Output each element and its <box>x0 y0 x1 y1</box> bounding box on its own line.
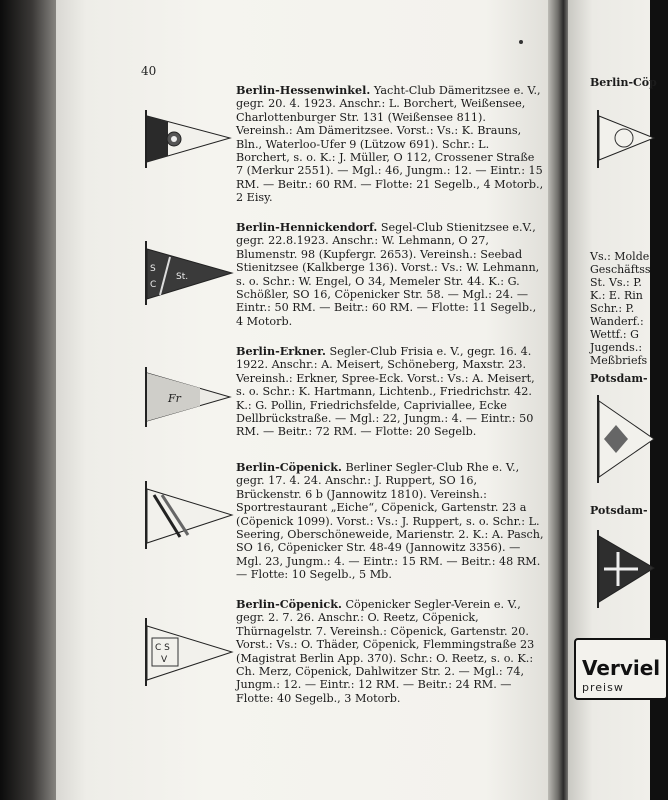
page-number: 40 <box>141 64 157 78</box>
entry-text: Berliner Segler-Club Rhe e. V., gegr. 17. 4. 24. Anschr.: J. Ruppert, SO 16, Brückenstr. 6 b (Jannowitz 1810). Vereinsh.: Sportrestaurant „Eiche“, Cöpenick, Gartenstr. 23 a (Cöpenick 1099). Vorst.: Vs.: J. Ruppert, s. o. Schr.: L. Seering, Oberschöneweide, Marienstr. 2. K.: A. Pasch, SO 16, Cöpenicker Str. 48-49 (Jannowitz 3356). — Mgl. 23, Jungm.: 4. — Eintr.: 15 RM. — Beitr.: 48 RM. — Flotte: 10 Segelb., 5 Mb. <box>236 461 544 582</box>
book-gutter <box>548 0 570 800</box>
pennant-flag-icon <box>140 618 236 688</box>
banner-headline: Verviel <box>582 656 661 680</box>
right-line: K.: E. Rin <box>590 289 643 302</box>
right-heading: Potsdam- <box>590 372 648 385</box>
pennant-flag-icon <box>140 481 236 551</box>
entry-text: Cöpenicker Segler-Verein e. V., gegr. 2. 7. 26. Anschr.: O. Reetz, Cöpenick, Thürnagelstr. 7. Vereinsh.: Cöpenick, Gartenstr. 20. Vorst.: Vs.: O. Thäder, Cöpenick, Flemmingstraße 23 (Magistrat Berlin App. 370). Schr.: O. Reetz, s. o. K.: Ch. Merz, Cöpenick, Dahlwitzer Str. 2. — Mgl.: 74, Jungm.: 12. — Eintr.: 12 RM. — Beitr.: 24 RM. — Flotte: 40 Segelb., 3 Motorb. <box>236 598 535 705</box>
entry-text: Yacht-Club Dämeritzsee e. V., gegr. 20. 4. 1923. Anschr.: L. Borchert, Weißensee, Charlottenburger Str. 131 (Weißensee 811). Vereinsh.: Am Dämeritzsee. Vorst.: Vs.: K. Brauns, Bln., Waterloo-Ufer 9 (Lützow 691). Schr.: L. Borchert, s. o. K.: J. Müller, O 112, Crossener Straße 7 (Merkur 2551). — Mgl.: 46, Jungm.: 12. — Eintr.: 15 RM. — Beitr.: 60 RM. — Flotte: 21 Segelb., 4 Motorb., 2 Eisy. <box>236 84 544 205</box>
banner-subline: preisw <box>582 681 624 694</box>
club-entry <box>140 461 544 582</box>
svg-text:V: V <box>161 655 168 665</box>
pennant-flag-icon <box>594 530 654 610</box>
entry-location: Berlin-Hennickendorf. <box>236 220 378 234</box>
right-line: Wettf.: G <box>590 328 639 341</box>
advertisement-banner <box>574 638 668 700</box>
club-entry <box>140 221 544 328</box>
pennant-flag-icon <box>140 367 236 429</box>
book-binding <box>0 0 58 800</box>
right-line: Jugends.: <box>590 341 643 354</box>
svg-text:C S: C S <box>155 643 170 653</box>
flag-label: S <box>150 264 156 274</box>
right-line: Geschäftss <box>590 263 651 276</box>
pennant-flag-icon <box>140 241 236 307</box>
pennant-flag-icon <box>594 110 654 170</box>
club-entry <box>140 345 544 439</box>
right-line: Wanderf.: <box>590 315 644 328</box>
right-line: Meßbriefs <box>590 354 648 367</box>
right-line: St. Vs.: P. <box>590 276 642 289</box>
right-page <box>568 0 661 800</box>
club-entry <box>140 84 544 205</box>
entry-location: Berlin-Cöpenick. <box>236 597 342 611</box>
club-entry <box>140 598 544 705</box>
svg-text:St.: St. <box>176 272 189 282</box>
svg-text:Fr: Fr <box>168 392 181 405</box>
pennant-flag-icon <box>140 110 236 170</box>
entry-location: Berlin-Erkner. <box>236 344 326 358</box>
pennant-flag-icon <box>594 395 654 485</box>
right-line: Vs.: Molde <box>590 250 650 263</box>
page-speck <box>519 40 523 44</box>
entry-location: Berlin-Hessenwinkel. <box>236 83 371 97</box>
entry-location: Berlin-Cöpenick. <box>236 460 342 474</box>
right-heading: Berlin-Cöp <box>590 76 657 89</box>
right-line: Schr.: P. <box>590 302 635 315</box>
entry-text: Segel-Club Stienitzsee e.V., gegr. 22.8.1923. Anschr.: W. Lehmann, O 27, Blumenstr. 98 (Kupfergr. 2653). Vereinsh.: Seebad Stienitzsee (Kalkberge 136). Vorst.: Vs.: W. Lehmann, s. o. Schr.: W. Engel, O 34, Memeler Str. 44. K.: G. Schößler, SO 16, Cöpenicker Str. 58. — Mgl.: 24. — Eintr.: 50 RM. — Beitr.: 60 RM. — Flotte: 11 Segelb., 4 Motorb. <box>236 221 540 328</box>
entry-text: Segler-Club Frisia e. V., gegr. 16. 4. 1922. Anschr.: A. Meisert, Schöneberg, Maxstr. 23. Vereinsh.: Erkner, Spree-Eck. Vorst.: Vs.: A. Meisert, s. o. Schr.: K. Hartmann, Lichtenb., Friedrichstr. 42. K.: G. Pollin, Friedrichsfelde, Capriviallee, Ecke Dellbrückstraße. — Mgl.: 22, Jungm.: 4. — Eintr.: 50 RM. — Beitr.: 72 RM. — Flotte: 20 Segelb. <box>236 345 535 439</box>
right-heading: Potsdam- <box>590 504 648 517</box>
svg-text:C: C <box>150 280 157 290</box>
